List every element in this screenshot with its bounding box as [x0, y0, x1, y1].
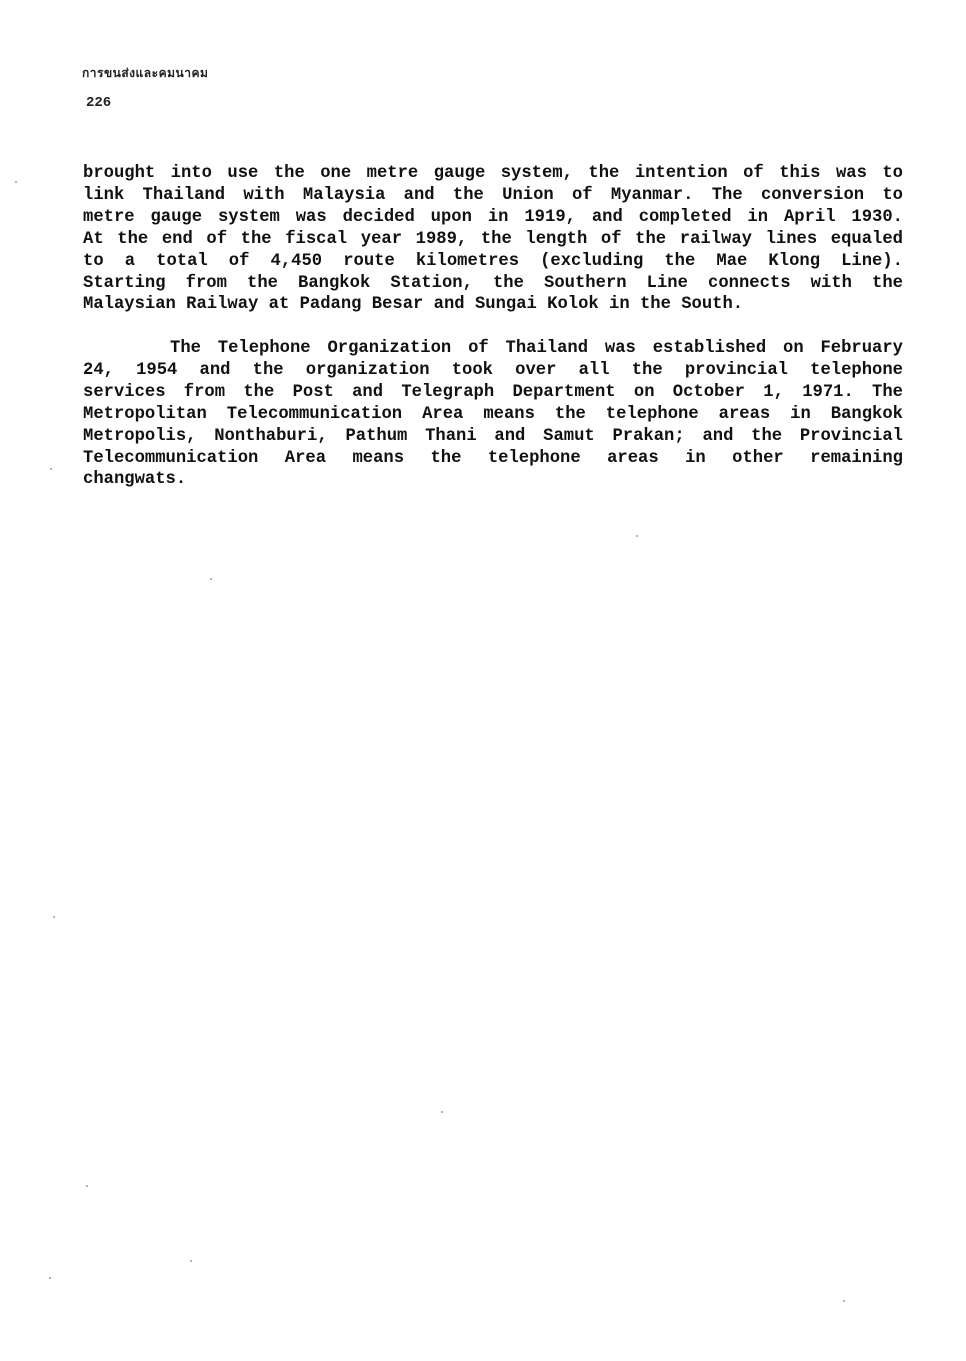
running-header: การขนส่งและคมนาคม — [82, 66, 209, 80]
scan-speck — [86, 1185, 88, 1187]
paragraph-telephone — [83, 338, 903, 491]
text-line: to a total of 4,450 route kilometres (excluding the Mae Klong Line). — [83, 251, 903, 271]
scan-speck — [843, 1300, 845, 1302]
text-line: The Telephone Organization of Thailand was established on February — [170, 339, 903, 358]
scan-speck — [441, 1111, 443, 1113]
scan-speck — [49, 1277, 51, 1279]
text-line: services from the Post and Telegraph Department on October 1, 1971. The — [83, 382, 903, 402]
text-line: 24, 1954 and the organization took over all the provincial telephone — [83, 360, 903, 380]
scan-speck — [15, 181, 17, 183]
text-line: Metropolitan Telecommunication Area means the telephone areas in Bangkok — [83, 404, 903, 424]
scan-speck — [50, 468, 52, 470]
text-line: Telecommunication Area means the telephone areas in other remaining — [83, 448, 903, 468]
scan-speck — [190, 1260, 192, 1262]
text-line: Metropolis, Nonthaburi, Pathum Thani and Samut Prakan; and the Provincial — [83, 426, 903, 446]
text-line: link Thailand with Malaysia and the Union of Myanmar. The conversion to — [83, 185, 903, 205]
text-line: metre gauge system was decided upon in 1919, and completed in April 1930. — [83, 207, 903, 227]
scan-speck — [53, 916, 55, 918]
page-number: 226 — [86, 95, 112, 111]
scan-speck — [636, 535, 638, 537]
text-line: changwats. — [83, 470, 187, 490]
text-line: brought into use the one metre gauge system, the intention of this was to — [83, 164, 903, 183]
text-line: At the end of the fiscal year 1989, the length of the railway lines equaled — [83, 229, 903, 249]
text-line: Starting from the Bangkok Station, the Southern Line connects with the — [83, 273, 903, 293]
text-line: Malaysian Railway at Padang Besar and Sungai Kolok in the South. — [83, 295, 744, 315]
scan-speck — [210, 578, 212, 580]
paragraph-railway — [83, 163, 903, 316]
